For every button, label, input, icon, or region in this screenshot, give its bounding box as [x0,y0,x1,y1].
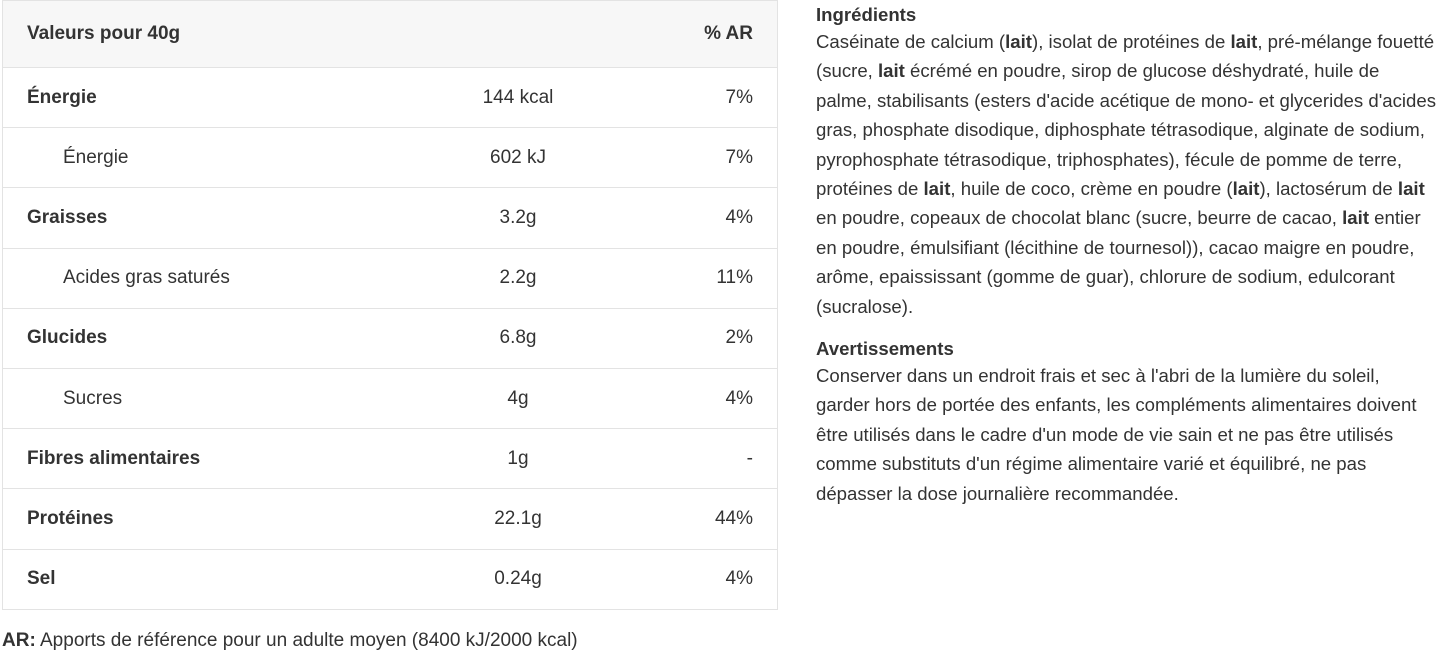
ingredient-text-segment: , huile de coco, crème en poudre ( [950,178,1233,200]
nutrient-ar-percent: 11% [716,267,753,289]
nutrient-ar-percent: 44% [714,507,753,529]
warnings-text: Conserver dans un endroit frais et sec à l'abri de la lumière du soleil, garder hors de portée des enfants, les compléments alimentaires doivent être utilisés dans le cadre d'un mode de vie sain et ne pas être utilisés comme substituts d'un régime alimentaire varié et équilibré, ne pas dépasser la dose journalière recommandée. [816,365,1417,504]
nutrient-ar-percent: 4% [725,387,753,409]
nutrient-ar-percent: - [746,447,753,469]
warnings-section [816,337,1436,508]
nutrient-name: Graisses [27,206,108,228]
nutrient-amount: 602 kJ [490,146,546,168]
nutrient-ar-percent: 7% [725,146,753,168]
nutrient-amount: 1g [507,447,529,469]
ingredient-text-segment: écrémé en poudre, sirop de glucose déshydraté, huile de palme, stabilisants (esters d'acide acétique de mono- et glycerides d'acides gras, phosphate disodique, diphosphate tétrasodique, alginate de sodium, pyrophosphate tétrasodique, triphosphates), fécule de pomme de terre, protéines de [816,60,1436,200]
ingredient-text-segment: en poudre, copeaux de chocolat blanc (sucre, beurre de cacao, [816,207,1343,229]
product-details [816,3,1436,508]
ingredient-text-segment: Caséinate de calcium ( [816,31,1006,52]
nutrition-row [3,368,777,428]
nutrition-row [3,488,777,548]
ingredients-text [816,27,1436,321]
allergen-highlight: lait [1005,31,1032,52]
nutrient-amount: 6.8g [499,327,537,349]
allergen-highlight: lait [1230,31,1258,52]
nutrition-rows [3,67,777,609]
ar-column-header: % AR [704,23,753,44]
nutrient-amount: 144 kcal [482,86,554,108]
nutrient-amount: 4g [507,387,529,409]
nutrition-row [3,428,777,488]
nutrient-name: Énergie [63,146,129,168]
nutrition-row [3,127,777,187]
nutrient-amount: 0.24g [494,568,542,590]
nutrient-name: Énergie [27,86,97,108]
nutrition-row [3,187,777,247]
allergen-highlight: lait [878,60,905,82]
ingredient-text-segment: entier en poudre, émulsifiant (lécithine de tournesol)), cacao maigre en poudre, arôme, epaississant (gomme de guar), chlorure de sodium, edulcorant (sucralose). [816,207,1421,317]
nutrient-name: Sucres [63,387,123,409]
nutrient-amount: 3.2g [499,206,537,228]
nutrition-row [3,549,777,609]
nutrient-name: Sel [27,568,56,590]
nutrition-row [3,67,777,127]
allergen-highlight: lait [1232,178,1260,200]
allergen-highlight: lait [1342,207,1370,229]
ar-footnote-text: Apports de référence pour un adulte moyen (8400 kJ/2000 kcal) [35,630,578,651]
nutrient-name: Glucides [27,327,108,349]
nutrient-amount: 2.2g [499,267,537,289]
nutrient-name: Acides gras saturés [63,267,230,289]
nutrition-row [3,308,777,368]
ingredient-text-segment: ), isolat de protéines de [1032,31,1231,52]
ingredients-title: Ingrédients [816,4,917,25]
nutrition-table [2,0,778,610]
warnings-title: Avertissements [816,338,954,360]
per-serving-label: Valeurs pour 40g [27,23,181,44]
nutrition-table-header [3,1,777,67]
nutrient-ar-percent: 4% [725,568,753,590]
nutrient-name: Protéines [27,507,114,529]
nutrient-ar-percent: 4% [725,206,753,228]
ar-footnote-label: AR: [2,630,36,651]
nutrient-ar-percent: 7% [725,86,753,108]
nutrient-name: Fibres alimentaires [27,447,201,469]
ingredient-text-segment: , pré-mélange fouetté (sucre, [816,31,1435,82]
allergen-highlight: lait [1397,178,1425,200]
nutrition-row [3,248,777,308]
nutrient-amount: 22.1g [494,507,542,529]
ingredients-section [816,3,1436,321]
ingredient-text-segment: ), lactosérum de [1259,178,1398,200]
nutrient-ar-percent: 2% [725,327,753,349]
allergen-highlight: lait [923,178,951,200]
ar-footnote [2,630,578,652]
